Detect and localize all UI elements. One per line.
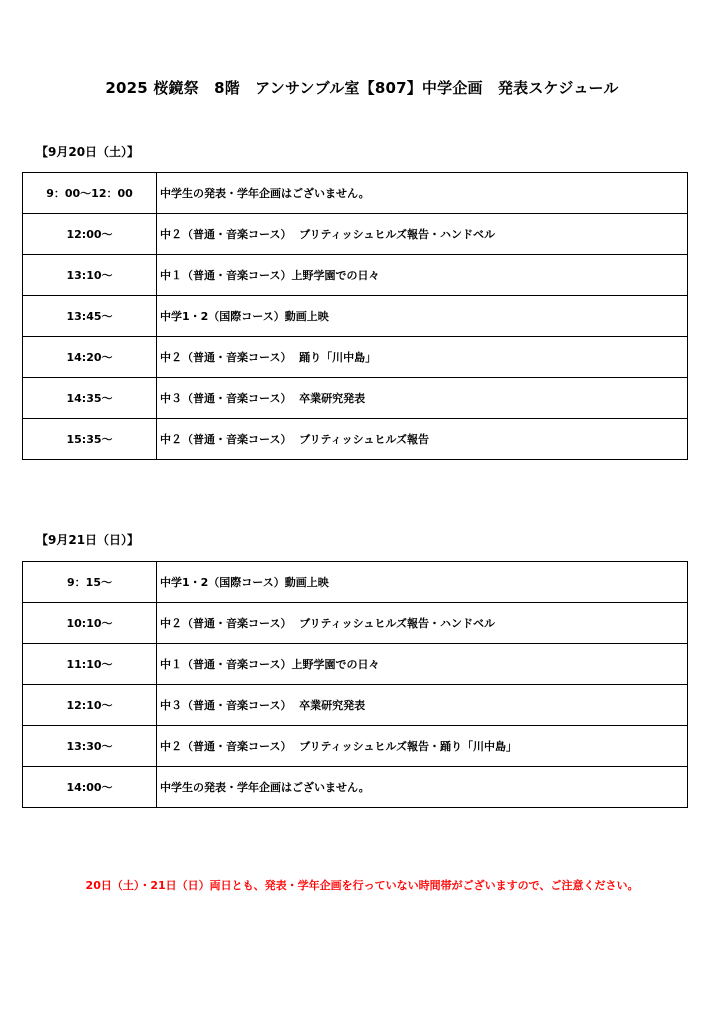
- table-row: [23, 644, 688, 685]
- event-cell: 中２（普通・音楽コース） ブリティッシュヒルズ報告: [157, 419, 688, 460]
- event-cell: 中２（普通・音楽コース） ブリティッシュヒルズ報告・踊り「川中島」: [157, 726, 688, 767]
- event-cell: 中２（普通・音楽コース） ブリティッシュヒルズ報告・ハンドベル: [157, 214, 688, 255]
- event-cell: 中１（普通・音楽コース）上野学園での日々: [157, 644, 688, 685]
- time-cell: 15:35～: [23, 419, 157, 460]
- day1-heading: 【9月20日（土）】: [36, 145, 140, 159]
- table-row: [23, 378, 688, 419]
- event-cell: 中３（普通・音楽コース） 卒業研究発表: [157, 378, 688, 419]
- footer-notice: 20日（土）・21日（日）両日とも、発表・学年企画を行っていない時間帯がございますので、ご注意ください。: [85, 879, 639, 892]
- time-cell: 9：00～12：00: [23, 173, 157, 214]
- event-cell: 中学1・2（国際コース）動画上映: [157, 296, 688, 337]
- event-cell: 中２（普通・音楽コース） 踊り「川中島」: [157, 337, 688, 378]
- event-cell: 中３（普通・音楽コース） 卒業研究発表: [157, 685, 688, 726]
- time-cell: 13:30～: [23, 726, 157, 767]
- table-row: [23, 419, 688, 460]
- table-row: [23, 296, 688, 337]
- event-cell: 中２（普通・音楽コース） ブリティッシュヒルズ報告・ハンドベル: [157, 603, 688, 644]
- table-row: [23, 214, 688, 255]
- day2-heading: 【9月21日（日）】: [36, 533, 140, 547]
- page-title: 2025 桜鏡祭 8階 アンサンブル室【807】中学企画 発表スケジュール: [105, 79, 619, 97]
- time-cell: 12:10～: [23, 685, 157, 726]
- time-cell: 12:00～: [23, 214, 157, 255]
- table-row: [23, 337, 688, 378]
- time-cell: 10:10～: [23, 603, 157, 644]
- table-row: [23, 562, 688, 603]
- day2-schedule-table: [22, 561, 688, 808]
- event-cell: 中学生の発表・学年企画はございません。: [157, 173, 688, 214]
- time-cell: 9：15～: [23, 562, 157, 603]
- time-cell: 14:00～: [23, 767, 157, 808]
- table-row: [23, 726, 688, 767]
- day1-schedule-table: [22, 172, 688, 460]
- table-row: [23, 767, 688, 808]
- table-row: [23, 603, 688, 644]
- event-cell: 中１（普通・音楽コース）上野学園での日々: [157, 255, 688, 296]
- time-cell: 13:45～: [23, 296, 157, 337]
- table-row: [23, 685, 688, 726]
- event-cell: 中学生の発表・学年企画はございません。: [157, 767, 688, 808]
- time-cell: 14:35～: [23, 378, 157, 419]
- table-row: [23, 255, 688, 296]
- time-cell: 11:10～: [23, 644, 157, 685]
- event-cell: 中学1・2（国際コース）動画上映: [157, 562, 688, 603]
- time-cell: 14:20～: [23, 337, 157, 378]
- table-row: [23, 173, 688, 214]
- time-cell: 13:10～: [23, 255, 157, 296]
